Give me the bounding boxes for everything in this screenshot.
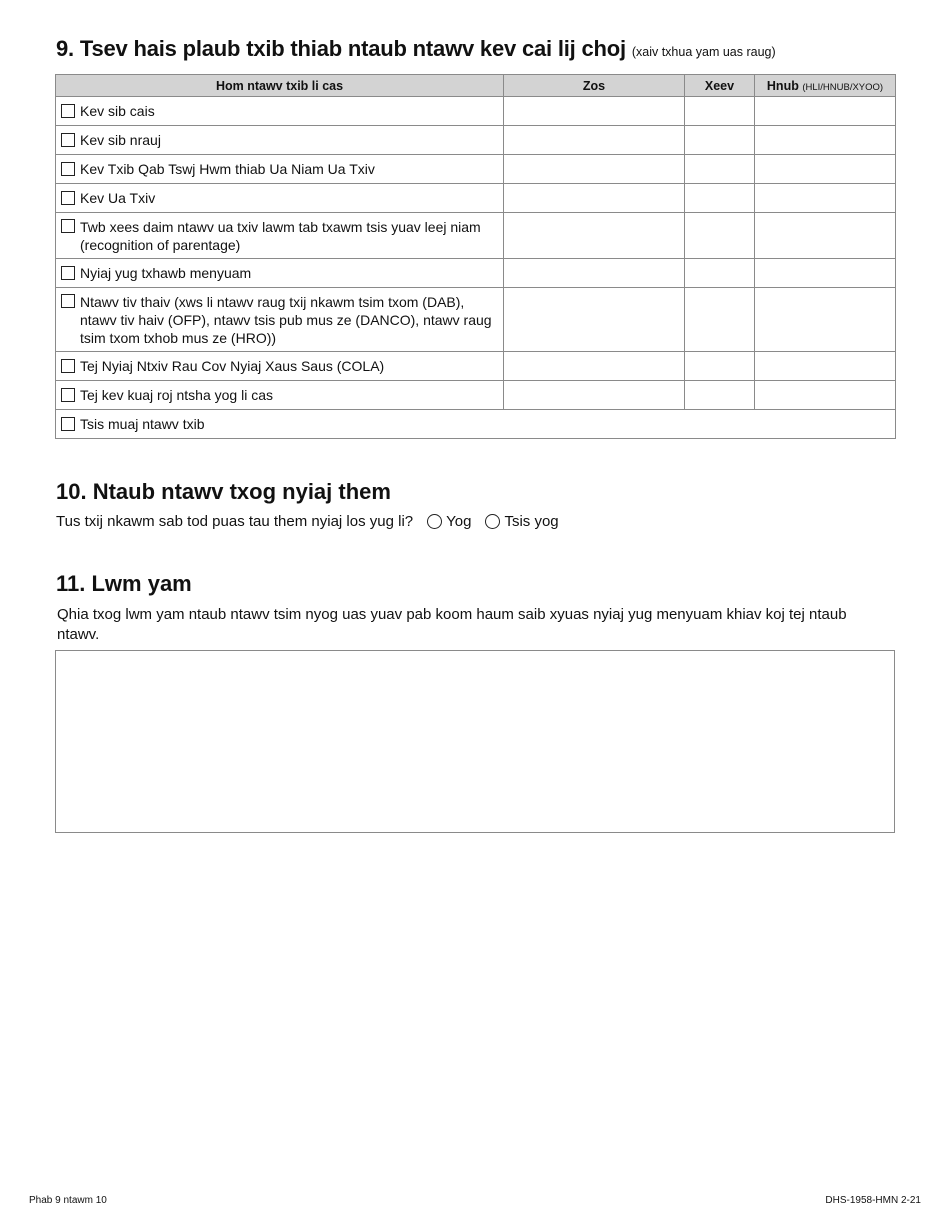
state-input[interactable] [685,184,755,213]
no-order-checkbox[interactable] [61,417,75,431]
date-input[interactable] [755,259,896,288]
state-input[interactable] [685,126,755,155]
checkbox[interactable] [61,219,75,233]
no-radio[interactable] [485,514,500,529]
col-header-state: Xeev [685,75,755,97]
payment-question: Tus txij nkawm sab tod puas tau them nyiaj los yug li? [56,513,414,530]
checkbox[interactable] [61,162,75,176]
county-input[interactable] [504,213,685,259]
col-header-date-note: (HLI/HNUB/XYOO) [802,81,884,93]
row-label: Nyiaj yug txhawb menyuam [80,265,252,281]
county-input[interactable] [504,381,685,410]
checkbox[interactable] [61,388,75,402]
row-label: Ntawv tiv thaiv (xws li ntawv raug txij nkawm tsim txom (DAB), ntawv tiv haiv (OFP), ntawv tsis pub mus ze (DANCO), ntawv raug tsim txom txhob mus ze (HRO)) [80,294,492,346]
county-input[interactable] [504,97,685,126]
checkbox[interactable] [61,191,75,205]
county-input[interactable] [504,259,685,288]
col-header-type: Hom ntawv txib li cas [56,75,504,97]
checkbox[interactable] [61,294,75,308]
checkbox[interactable] [61,266,75,280]
table-row [56,381,896,410]
table-row [56,288,896,352]
col-header-date-label: Hnub [766,78,799,93]
section-10-title: 10. Ntaub ntawv txog nyiaj them [56,479,391,504]
page-number: Phab 9 ntawm 10 [29,1195,107,1206]
row-label: Kev Txib Qab Tswj Hwm thiab Ua Niam Ua Txiv [80,161,375,177]
date-input[interactable] [755,97,896,126]
date-input[interactable] [755,288,896,352]
county-input[interactable] [504,288,685,352]
table-row [56,213,896,259]
table-row [56,155,896,184]
state-input[interactable] [685,288,755,352]
row-label: Kev Ua Txiv [80,190,156,206]
no-label: Tsis yog [504,513,559,530]
section-9-subtitle: (xaiv txhua yam uas raug) [631,45,776,59]
state-input[interactable] [685,97,755,126]
table-header-row [56,75,896,97]
state-input[interactable] [685,213,755,259]
date-input[interactable] [755,184,896,213]
state-input[interactable] [685,352,755,381]
other-info-textarea[interactable] [55,650,895,833]
date-input[interactable] [755,126,896,155]
county-input[interactable] [504,155,685,184]
table-row [56,352,896,381]
section-9-title [56,36,776,62]
table-row [56,259,896,288]
county-input[interactable] [504,352,685,381]
row-label: Tej Nyiaj Ntxiv Rau Cov Nyiaj Xaus Saus (COLA) [80,358,385,374]
table-row [56,126,896,155]
table-row-no-order [56,410,896,439]
checkbox[interactable] [61,133,75,147]
section-11-description: Qhia txog lwm yam ntaub ntawv tsim nyog uas yuav pab koom haum saib xyuas nyiaj yug menyuam khiav koj tej ntaub ntawv. [57,606,847,643]
state-input[interactable] [685,155,755,184]
no-order-label: Tsis muaj ntawv txib [80,416,205,432]
checkbox[interactable] [61,359,75,373]
row-label: Tej kev kuaj roj ntsha yog li cas [80,387,273,403]
date-input[interactable] [755,155,896,184]
yes-label: Yog [446,513,472,530]
table-row [56,97,896,126]
date-input[interactable] [755,381,896,410]
county-input[interactable] [504,126,685,155]
option-no [485,513,558,530]
section-11-title: 11. Lwm yam [56,571,192,596]
row-label: Kev sib cais [80,103,155,119]
yes-radio[interactable] [427,514,442,529]
state-input[interactable] [685,381,755,410]
table-row [56,184,896,213]
county-input[interactable] [504,184,685,213]
state-input[interactable] [685,259,755,288]
form-id: DHS-1958-HMN 2-21 [825,1195,921,1206]
payment-question-line [56,513,559,530]
checkbox[interactable] [61,104,75,118]
col-header-county: Zos [504,75,685,97]
col-header-date [755,75,896,97]
row-label: Twb xees daim ntawv ua txiv lawm tab txawm tsis yuav leej niam (recognition of parentage) [80,219,481,253]
date-input[interactable] [755,213,896,259]
court-orders-table [55,74,896,439]
date-input[interactable] [755,352,896,381]
option-yes [427,513,471,530]
section-9-heading: 9. Tsev hais plaub txib thiab ntaub ntawv kev cai lij choj [56,36,626,61]
row-label: Kev sib nrauj [80,132,161,148]
